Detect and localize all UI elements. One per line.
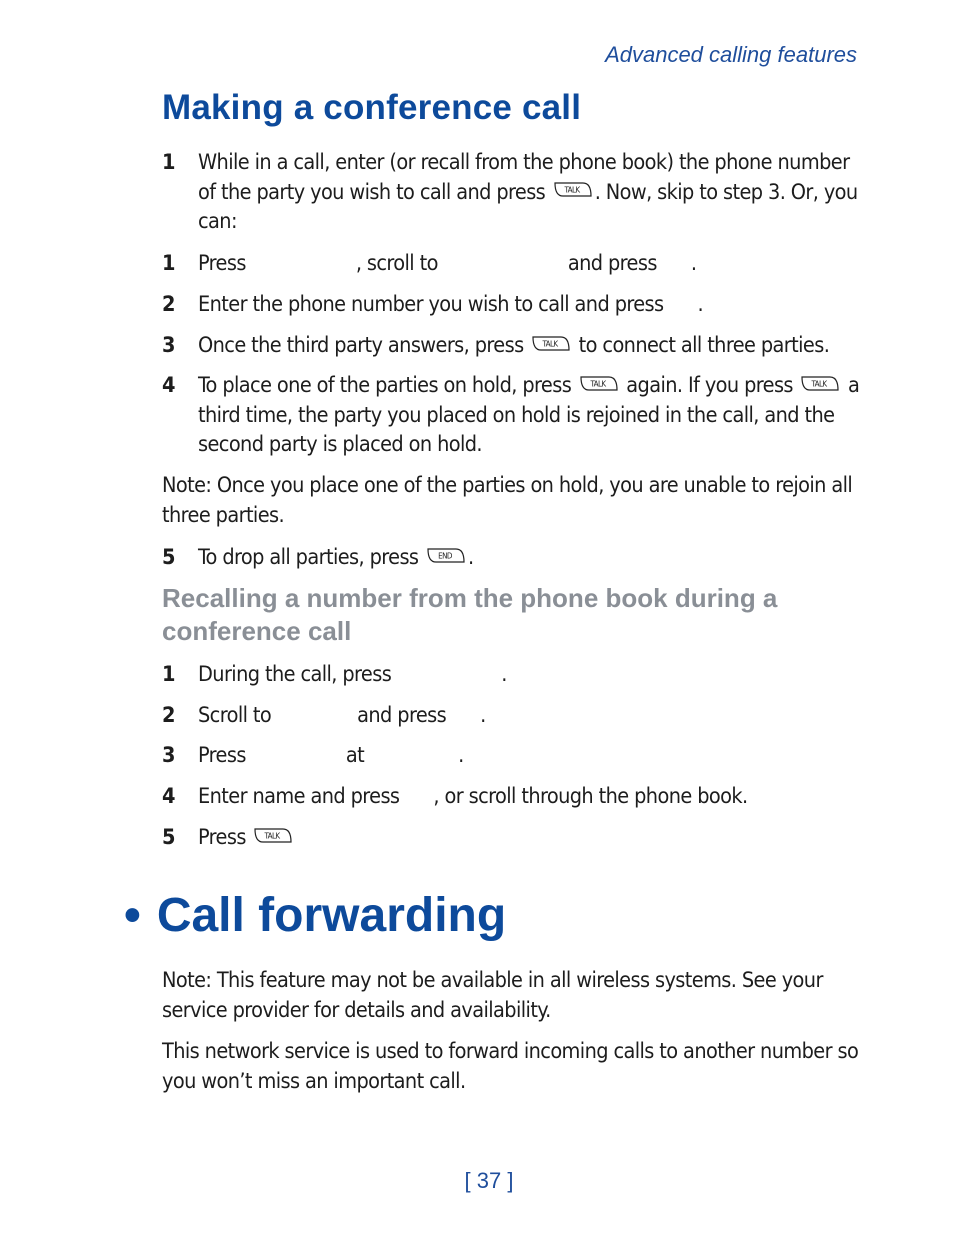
body-paragraph: This network service is used to forward incoming calls to another number so you won’t miss an important call. bbox=[162, 1039, 859, 1094]
bullet-icon: • bbox=[124, 889, 141, 942]
step-item bbox=[162, 741, 862, 771]
step-item bbox=[162, 148, 862, 237]
step-number: 3 bbox=[162, 743, 175, 768]
step-item bbox=[162, 701, 862, 731]
step-text: Press at . bbox=[198, 743, 464, 768]
step-text: Enter name and press , or scroll through the phone book. bbox=[198, 784, 748, 809]
step-item bbox=[162, 660, 862, 690]
step-text: To place one of the parties on hold, press TALK again. If you press TALK a third time, the party you placed on hold is rejoined in the call, and the second party is placed on hold. bbox=[198, 373, 860, 457]
running-header: Advanced calling features bbox=[605, 42, 857, 67]
step-item bbox=[162, 543, 862, 573]
step-text: Once the third party answers, press TALK to connect all three parties. bbox=[198, 333, 830, 358]
svg-text:TALK: TALK bbox=[264, 831, 280, 840]
note-paragraph: Note: This feature may not be available in all wireless systems. See your service provider for details and availability. bbox=[162, 968, 823, 1023]
step-text: Enter the phone number you wish to call and press . bbox=[198, 292, 704, 317]
step-number: 1 bbox=[162, 251, 175, 276]
step-number: 1 bbox=[162, 150, 175, 175]
subsection-title-recall: Recalling a number from the phone book during a conference call bbox=[162, 583, 778, 646]
step-text: During the call, press . bbox=[198, 662, 507, 687]
talk-key-icon bbox=[531, 335, 571, 352]
talk-key-icon bbox=[800, 375, 840, 392]
section-title-conference: Making a conference call bbox=[162, 88, 582, 127]
section-title-call-forwarding: • Call forwarding bbox=[124, 889, 507, 942]
step-item bbox=[162, 371, 862, 460]
talk-key-icon bbox=[553, 181, 593, 198]
svg-text:TALK: TALK bbox=[811, 379, 827, 388]
step-number: 4 bbox=[162, 373, 175, 398]
step-item bbox=[162, 782, 862, 812]
step-number: 5 bbox=[162, 825, 175, 850]
svg-text:TALK: TALK bbox=[542, 339, 558, 348]
step-number: 1 bbox=[162, 662, 175, 687]
step-number: 2 bbox=[162, 703, 175, 728]
step-text: Scroll to and press . bbox=[198, 703, 486, 728]
step-text: Press , scroll to and press . bbox=[198, 251, 697, 276]
talk-key-icon bbox=[253, 827, 293, 844]
step-item bbox=[162, 331, 862, 361]
talk-key-icon bbox=[579, 375, 619, 392]
step-item bbox=[162, 290, 862, 320]
page-number: [ 37 ] bbox=[464, 1168, 514, 1193]
step-text: To drop all parties, press END . bbox=[198, 545, 474, 570]
step-text: While in a call, enter (or recall from the phone book) the phone number of the party you wish to call and press TALK . Now, skip to step 3. Or, you can: bbox=[198, 150, 858, 234]
svg-text:TALK: TALK bbox=[564, 185, 580, 195]
step-number: 4 bbox=[162, 784, 175, 809]
step-number: 2 bbox=[162, 292, 175, 317]
step-number: 3 bbox=[162, 333, 175, 358]
step-number: 5 bbox=[162, 545, 175, 570]
note-paragraph: Note: Once you place one of the parties on hold, you are unable to rejoin all three parties. bbox=[162, 473, 853, 528]
step-item bbox=[162, 823, 862, 853]
svg-text:END: END bbox=[438, 551, 452, 560]
svg-text:TALK: TALK bbox=[590, 379, 606, 388]
end-key-icon bbox=[426, 547, 466, 564]
step-text: Press TALK bbox=[198, 823, 862, 853]
step-item bbox=[162, 249, 862, 279]
